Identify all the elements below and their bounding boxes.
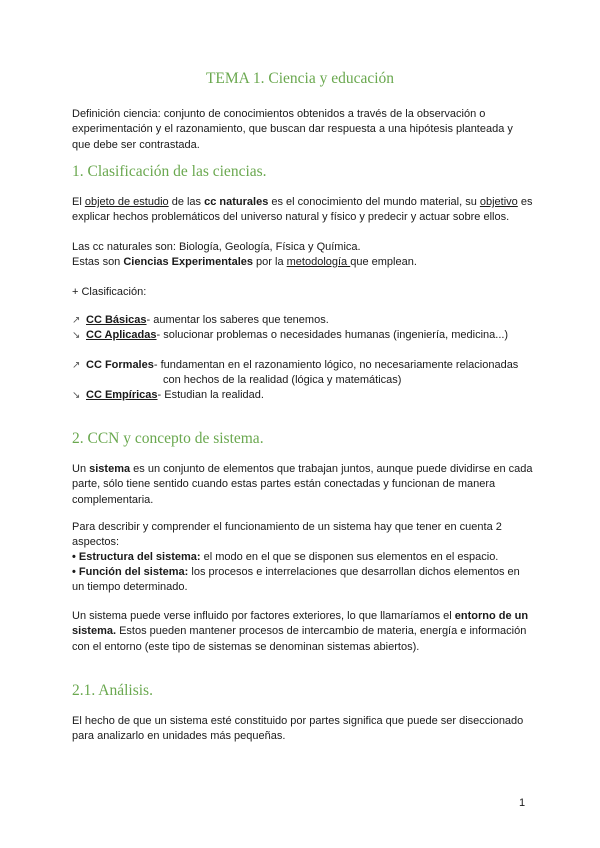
section-1-heading: 1. Clasificación de las ciencias. (72, 163, 267, 180)
section-1-paragraph-2: Las cc naturales son: Biología, Geología, Física y Química. (72, 241, 361, 253)
arrow-down-right-icon: ↘ (72, 330, 81, 341)
section-2-paragraph-2: Para describir y comprender el funcionamiento de un sistema hay que tener en cuenta 2 aspectos: (72, 521, 502, 549)
list-item: ↗ CC Formales- fundamentan en el razonamiento lógico, no necesariamente relacionadas (72, 359, 519, 371)
list-item: ↘ CC Aplicadas- solucionar problemas o necesidades humanas (ingeniería, medicina...) (72, 329, 509, 341)
list-item: ↘ CC Empíricas- Estudian la realidad. (72, 389, 264, 401)
list-item: ↗ CC Básicas- aumentar los saberes que tenemos. (72, 314, 329, 326)
document-title: TEMA 1. Ciencia y educación (205, 70, 395, 87)
bullet-structure: • Estructura del sistema: el modo en el que se disponen sus elementos en el espacio. (72, 551, 499, 563)
arrow-up-right-icon: ↗ (72, 315, 81, 326)
list-item-continuation: con hechos de la realidad (lógica y matemáticas) (163, 374, 402, 386)
arrow-down-right-icon: ↘ (72, 390, 81, 401)
section-2-paragraph-3: Un sistema puede verse influido por factores exteriores, lo que llamaríamos el entorno de un sistema. Estos pueden mantener procesos de intercambio de materia, energía e información con el entorno (este tipo de sistemas se denominan sistemas abiertos). (72, 610, 529, 653)
section-2-1-paragraph: El hecho de que un sistema esté constituido por partes significa que puede ser diseccionado para analizarlo en unidades más pequeñas. (72, 715, 524, 743)
section-1-paragraph-3: Estas son Ciencias Experimentales por la metodología que emplean. (72, 256, 417, 268)
section-1-paragraph-1: El objeto de estudio de las cc naturales es el conocimiento del mundo material, su objetivo es explicar hechos problemáticos del universo natural y físico y predecir y actuar sobre ellos. (72, 196, 533, 224)
arrow-up-right-icon: ↗ (72, 360, 81, 371)
classification-label: + Clasificación: (72, 286, 147, 298)
definition-paragraph: Definición ciencia: conjunto de conocimientos obtenidos a través de la observación o experimentación y el razonamiento, que buscan dar respuesta a una hipótesis planteada y que debe ser contrastada. (72, 108, 513, 151)
bullet-function: • Función del sistema: los procesos e interrelaciones que desarrollan dichos elementos en un tiempo determinado. (72, 566, 520, 594)
section-2-heading: 2. CCN y concepto de sistema. (72, 430, 264, 447)
page-number: 1 (519, 797, 526, 809)
section-2-paragraph-1: Un sistema es un conjunto de elementos que trabajan juntos, aunque puede dividirse en cada parte, sólo tiene sentido cuando estas partes están conectadas y funcionan de manera complementaria. (72, 463, 533, 506)
section-2-1-heading: 2.1. Análisis. (72, 682, 153, 699)
